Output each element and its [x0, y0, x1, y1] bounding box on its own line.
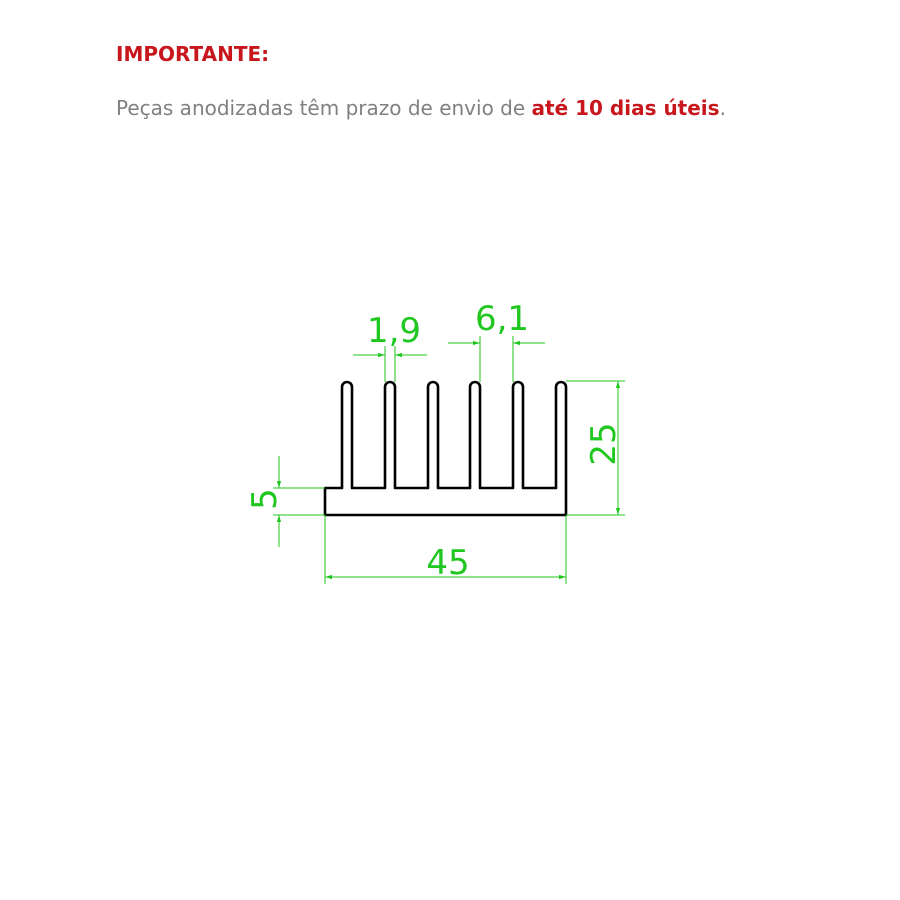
notice-body-suffix: . [719, 96, 726, 120]
fin-thickness-label: 1,9 [366, 311, 422, 351]
notice-body-highlight: até 10 dias úteis [531, 96, 720, 120]
heatsink-profile-outline [325, 382, 566, 515]
base-thickness-label: 5 [245, 488, 285, 510]
total-height-label: 25 [584, 422, 624, 466]
notice-heading: IMPORTANTE: [116, 42, 270, 66]
fin-spacing-label: 6,1 [474, 299, 530, 339]
notice-body-prefix: Peças anodizadas têm prazo de envio de [116, 96, 532, 120]
total-width-label: 45 [426, 543, 470, 583]
